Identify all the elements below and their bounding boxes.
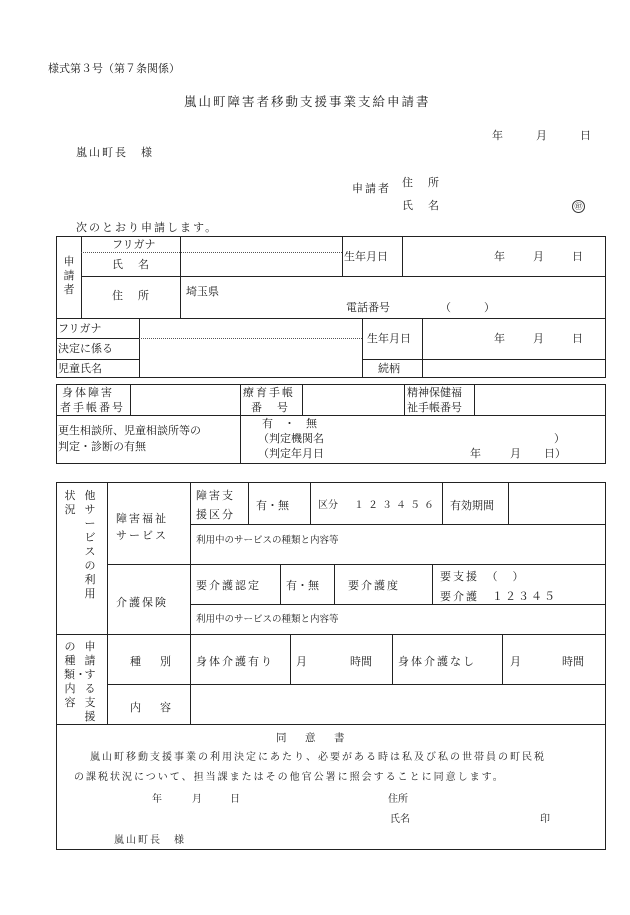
intro-text: 次のとおり申請します。 [76, 221, 219, 234]
care-certification-label: 要介護認定 [196, 579, 261, 592]
consultation-yes-no[interactable]: 有 ・ 無 [262, 417, 317, 430]
applicant-birth-year: 年 [494, 250, 505, 263]
support-category-yes-no[interactable]: 有・無 [256, 499, 289, 512]
judging-agency-label: （判定機関名 [258, 432, 324, 445]
child-birthdate-label: 生年月日 [367, 332, 411, 345]
request-side-label-1: の種類・内容 [64, 640, 86, 709]
applicant-birthdate-label: 生年月日 [344, 250, 388, 263]
with-care-hours: 時間 [350, 655, 372, 668]
consent-name-label: 氏名 [390, 814, 410, 825]
judging-date-day: 日） [544, 447, 566, 460]
mental-handbook-label-1: 精神保健福 [407, 386, 462, 399]
consent-address-label: 住所 [388, 794, 408, 805]
services-side-label-1: 状況 [64, 489, 76, 516]
addressee: 嵐山町長 様 [76, 146, 154, 159]
care-usage-note: 利用中のサービスの種類と内容等 [196, 614, 339, 625]
seal-mark: ㊞ [572, 200, 585, 213]
care-usage-field[interactable] [192, 626, 604, 633]
care-needed-option[interactable]: 要介護 １２３４５ [440, 590, 557, 603]
child-name-label: 児童氏名 [58, 362, 102, 375]
applicant-address-field-label: 住 所 [112, 289, 151, 302]
applicant-address-value[interactable]: 埼玉県 [186, 285, 219, 298]
welfare-service-label-2: サービス [116, 529, 168, 542]
with-care-month: 月 [296, 655, 307, 668]
child-decision-label: 決定に係る [58, 342, 113, 355]
header-date-month: 月 [536, 129, 547, 142]
applicant-birth-month: 月 [533, 250, 544, 263]
ryoiku-handbook-label-2: 番 号 [251, 401, 290, 414]
consent-addressee: 嵐山町長 様 [114, 835, 186, 846]
consent-date-month: 月 [192, 794, 202, 805]
applicant-birth-day: 日 [572, 250, 583, 263]
with-physical-care-label: 身体介護有り [196, 655, 274, 668]
ryoiku-handbook-label-1: 療育手帳 [243, 386, 295, 399]
applicant-address-label: 住 所 [402, 176, 441, 189]
welfare-service-label-1: 障害福祉 [116, 512, 168, 525]
valid-period-label: 有効期間 [450, 499, 494, 512]
child-relationship-field[interactable] [424, 361, 604, 376]
care-insurance-label: 介護保険 [116, 596, 168, 609]
physical-handbook-field[interactable] [132, 386, 238, 413]
consent-line-2: の課税状況について、担当課またはその他官公署に照会することに同意します。 [74, 772, 505, 783]
applicant-side-label: 申請者 [63, 255, 75, 296]
consent-title: 同 意 書 [276, 732, 349, 744]
child-furigana-label: フリガナ [58, 322, 102, 335]
consultation-label-2: 判定・診断の有無 [58, 440, 146, 453]
judging-date-year: 年 [470, 447, 481, 460]
applicant-label: 申請者 [352, 182, 391, 195]
welfare-usage-note: 利用中のサービスの種類と内容等 [196, 535, 339, 546]
child-birth-day: 日 [572, 332, 583, 345]
form-title: 嵐山町障害者移動支援事業支給申請書 [184, 94, 431, 109]
ryoiku-handbook-field[interactable] [304, 386, 402, 413]
physical-handbook-label-1: 身体障害 [62, 386, 114, 399]
request-content-field[interactable] [192, 686, 604, 722]
applicant-name-label: 氏 名 [402, 199, 441, 212]
mental-handbook-field[interactable] [476, 386, 604, 413]
support-category-label-1: 障害支 [196, 489, 235, 502]
child-birth-year: 年 [494, 332, 505, 345]
applicant-phone-label: 電話番号 [346, 301, 390, 314]
consultation-label-1: 更生相談所、児童相談所等の [58, 424, 201, 437]
child-name-field[interactable] [141, 320, 360, 375]
care-certification-yes-no[interactable]: 有・無 [286, 579, 319, 592]
applicant-name-field-label: 氏 名 [112, 258, 151, 271]
care-level-label: 要介護度 [348, 579, 400, 592]
consent-date-year: 年 [152, 794, 162, 805]
request-content-label: 内 容 [130, 701, 175, 714]
without-care-hours: 時間 [562, 655, 584, 668]
applicant-furigana-field[interactable] [182, 238, 340, 251]
without-physical-care-label: 身体介護なし [398, 655, 476, 668]
form-number: 様式第３号（第７条関係） [48, 62, 180, 75]
child-birth-month: 月 [533, 332, 544, 345]
request-type-label: 種 別 [130, 655, 175, 668]
physical-handbook-label-2: 者手帳番号 [60, 401, 125, 414]
applicant-phone-parens[interactable]: （ ） [440, 301, 495, 314]
services-side-label-2: 他サービスの利用 [84, 489, 96, 600]
consent-seal-label: 印 [540, 814, 550, 825]
consent-line-1: 嵐山町移動支援事業の利用決定にあたり、必要がある時は私及び私の世帯員の町民税 [90, 752, 546, 763]
valid-period-field[interactable] [510, 484, 604, 522]
header-date-year: 年 [492, 129, 503, 142]
mental-handbook-label-2: 祉手帳番号 [407, 401, 462, 414]
request-side-label-2: 申請する支援 [84, 640, 96, 723]
welfare-usage-field[interactable] [192, 548, 604, 562]
child-relationship-label: 続柄 [378, 362, 400, 375]
support-needed-option[interactable]: 要支援 （ ） [440, 570, 526, 583]
judging-date-label: （判定年月日 [258, 447, 324, 460]
kubun-values[interactable]: １２３４５６ [354, 500, 438, 511]
applicant-furigana-label: フリガナ [112, 238, 156, 251]
judging-date-month: 月 [510, 447, 521, 460]
applicant-name-field[interactable] [182, 254, 340, 275]
kubun-label: 区分 [318, 500, 338, 511]
judging-agency-close: ） [554, 432, 565, 445]
without-care-month: 月 [510, 655, 521, 668]
support-category-label-2: 援区分 [196, 508, 235, 521]
header-date-day: 日 [580, 129, 591, 142]
consent-date-day: 日 [230, 794, 240, 805]
